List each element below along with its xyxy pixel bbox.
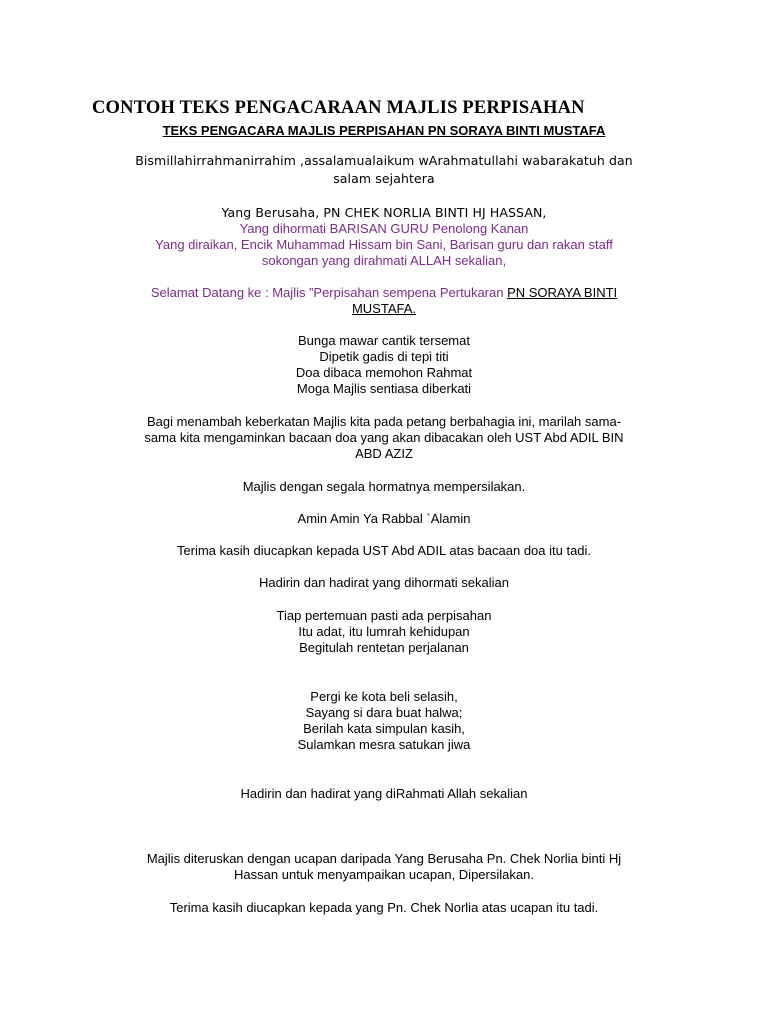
pantun1-line-4: Moga Majlis sentiasa diberkati [296, 381, 472, 396]
document-title: CONTOH TEKS PENGACARAAN MAJLIS PERPISAHAN [92, 98, 585, 118]
mempersilakan-line: Majlis dengan segala hormatnya mempersilakan. [242, 479, 526, 494]
honorific-line-2: Yang dihormati BARISAN GURU Penolong Kanan [239, 221, 529, 236]
pantun2-line-2: Sayang si dara buat halwa; [305, 705, 463, 720]
pantun2-line-3: Berilah kata simpulan kasih, [303, 721, 465, 736]
honorific-line-4: sokongan yang dirahmati ALLAH sekalian, [261, 253, 507, 268]
terima-kasih-ucapan-line: Terima kasih diucapkan kepada yang Pn. Chek Norlia atas ucapan itu tadi. [169, 900, 599, 915]
pantun1-line-1: Bunga mawar cantik tersemat [298, 333, 470, 348]
pantun1-line-3: Doa dibaca memohon Rahmat [295, 365, 473, 380]
honorific-line-1: Yang Berusaha, PN CHEK NORLIA BINTI HJ HASSAN, [221, 205, 547, 220]
terima-kasih-doa-line: Terima kasih diucapkan kepada UST Abd ADIL atas bacaan doa itu tadi. [176, 543, 592, 558]
greeting-line-2: salam sejahtera [333, 171, 435, 186]
pantun2-line-4: Sulamkan mesra satukan jiwa [297, 737, 471, 752]
verse-line-2: Itu adat, itu lumrah kehidupan [298, 624, 470, 639]
amin-line: Amin Amin Ya Rabbal `Alamin [297, 511, 471, 526]
doa-intro-line-3: ABD AZIZ [355, 446, 413, 461]
welcome-line-1 [60, 285, 708, 301]
verse-line-1: Tiap pertemuan pasti ada perpisahan [276, 608, 492, 623]
verse-line-3: Begitulah rentetan perjalanan [299, 640, 469, 655]
pantun2-line-1: Pergi ke kota beli selasih, [310, 689, 458, 704]
greeting-line-1: Bismillahirrahmanirrahim ,assalamualaikum wArahmatullahi wabarakatuh dan [135, 153, 633, 168]
welcome-name-part-2: MUSTAFA. [351, 301, 417, 316]
welcome-prefix: Selamat Datang ke : Majlis ”Perpisahan sempena Pertukaran [150, 285, 508, 300]
hadirin-line-1: Hadirin dan hadirat yang dihormati sekalian [258, 575, 510, 590]
ucapan-line-1: Majlis diteruskan dengan ucapan daripada Yang Berusaha Pn. Chek Norlia binti Hj [146, 851, 622, 866]
document-subtitle: TEKS PENGACARA MAJLIS PERPISAHAN PN SORAYA BINTI MUSTAFA [162, 123, 606, 138]
doa-intro-line-2: sama kita mengaminkan bacaan doa yang akan dibacakan oleh UST Abd ADIL BIN [144, 430, 624, 445]
ucapan-line-2: Hassan untuk menyampaikan ucapan, Dipersilakan. [234, 867, 534, 882]
hadirin-line-2: Hadirin dan hadirat yang diRahmati Allah sekalian [240, 786, 528, 801]
doa-intro-line-1: Bagi menambah keberkatan Majlis kita pada petang berbahagia ini, marilah sama- [146, 414, 622, 429]
honorific-line-3: Yang diraikan, Encik Muhammad Hissam bin Sani, Barisan guru dan rakan staff [155, 237, 613, 252]
welcome-line-2 [60, 301, 708, 317]
welcome-name-part-1: PN SORAYA BINTI [507, 285, 618, 300]
pantun1-line-2: Dipetik gadis di tepi titi [319, 349, 449, 364]
